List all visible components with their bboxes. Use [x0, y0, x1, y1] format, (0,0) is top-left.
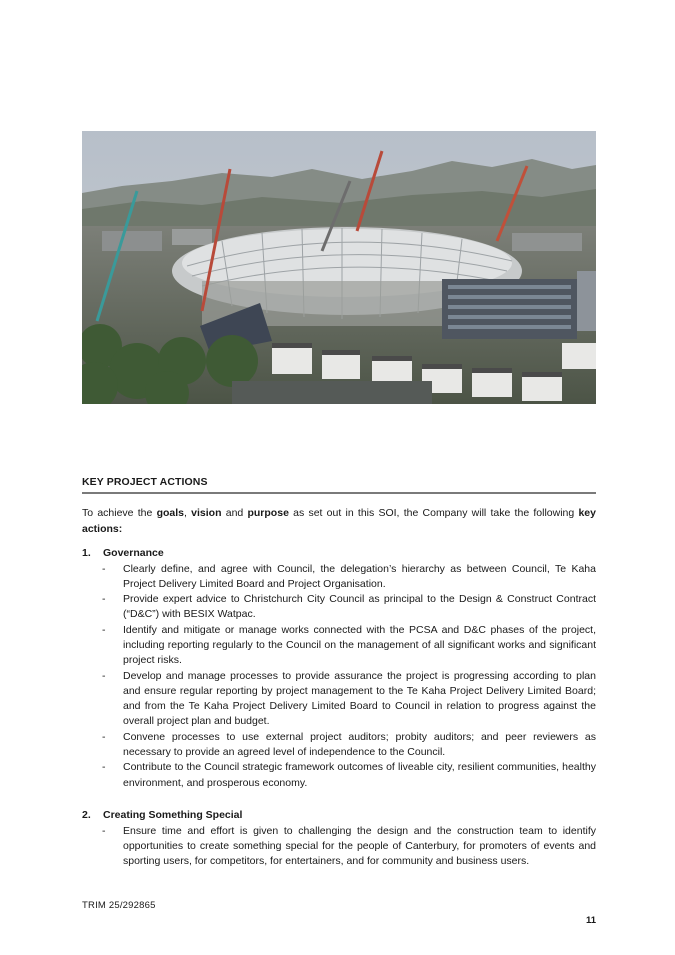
dash-marker: -	[102, 761, 106, 774]
dash-marker: -	[102, 562, 106, 575]
intro-goals: goals	[156, 507, 184, 519]
stadium-photo-drawing	[82, 131, 596, 404]
list-item-text: Contribute to the Council strategic framework outcomes of liveable city, resilient communities, healthy environment, and prosperous economy.	[123, 761, 596, 789]
list-item	[82, 760, 596, 791]
list-item	[82, 592, 596, 623]
dash-marker: -	[102, 669, 106, 682]
page-number: 11	[585, 915, 596, 926]
intro-text-1: To achieve the	[82, 507, 157, 519]
list-item-text: Clearly define, and agree with Council, the delegation’s hierarchy as between Council, Te Kaha Project Delivery Limited Board and Project Organisation.	[123, 562, 596, 590]
governance-bullets	[82, 562, 596, 791]
list-item-text: Identify and mitigate or manage works connected with the PCSA and D&C phases of the project, including reporting regularly to the Council on the management of all significant works and significant project risks.	[123, 623, 596, 667]
list-item-text: Develop and manage processes to provide assurance the project is progressing according to plan and ensure regular reporting by project management to the Te Kaha Project Delivery Limited Board; and from the Te Kaha Project Delivery Limited Board to Council in relation to progress against the overall project plan and budget.	[123, 669, 596, 728]
intro-purpose: purpose	[247, 507, 289, 519]
intro-paragraph	[82, 506, 596, 537]
dash-marker: -	[102, 623, 106, 636]
creating-something-special-bullets	[82, 824, 596, 870]
creating-something-special-heading	[82, 808, 596, 824]
list-item-text: Convene processes to use external project auditors; probity auditors; and peer reviewers as necessary to provide an agreed level of independence to the Council.	[123, 730, 596, 759]
list-item	[82, 824, 596, 870]
list-item	[82, 669, 596, 730]
list-item-text: Provide expert advice to Christchurch City Council as principal to the Design & Construct Contract (“D&C”) with BESIX Watpac.	[123, 593, 596, 621]
list-heading-text: Creating Something Special	[103, 809, 243, 821]
intro-vision: vision	[191, 507, 222, 519]
list-item	[82, 562, 596, 593]
stadium-construction-photo	[82, 131, 596, 404]
trim-reference: TRIM 25/292865	[82, 900, 156, 911]
list-number: 2.	[82, 809, 91, 821]
governance-heading	[82, 546, 596, 562]
list-item	[82, 623, 596, 669]
intro-text-2: ,	[184, 507, 192, 519]
dash-marker: -	[102, 824, 106, 837]
intro-key-actions: key actions:	[82, 507, 596, 535]
dash-marker: -	[102, 593, 106, 606]
list-heading-text: Governance	[103, 547, 164, 559]
list-item	[82, 730, 596, 761]
governance-section	[82, 546, 596, 791]
section-title: KEY PROJECT ACTIONS	[82, 476, 596, 494]
list-item-text: Ensure time and effort is given to challenging the design and the construction team to identify opportunities to create something special for the people of Canterbury, for promoters of events and sporting users, for competitors, for entertainers, and for community and business users.	[123, 824, 596, 868]
dash-marker: -	[102, 730, 106, 743]
creating-something-special-section	[82, 808, 596, 869]
list-number: 1.	[82, 547, 91, 559]
intro-text-3: and	[221, 507, 248, 519]
intro-text-4: as set out in this SOI, the Company will take the following	[288, 507, 579, 519]
